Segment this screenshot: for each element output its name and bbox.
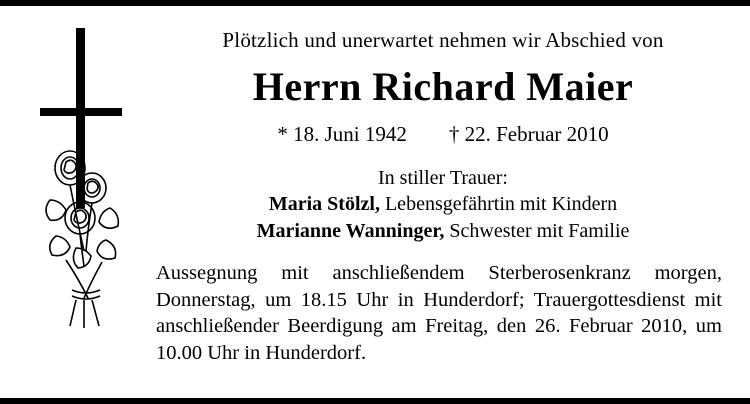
mourner-name: Maria Stölzl,: [268, 193, 380, 216]
mourner-relation: Lebensgefährtin mit Kindern: [379, 193, 618, 216]
mourners-block: [150, 165, 736, 244]
deceased-name: Herrn Richard Maier: [252, 64, 634, 109]
death-date: † 22. Februar 2010: [448, 122, 609, 146]
mourner-row: [150, 191, 736, 217]
mourner-row: [150, 218, 736, 244]
funeral-details: [156, 260, 722, 367]
mourning-title: In stiller Trauer:: [378, 167, 508, 189]
funeral-details-text: Aussegnung mit anschließendem Sterberosenkranz morgen, Donnerstag, um 18.15 Uhr in Hunderdorf; Trauergottesdienst mit anschließender Beerdigung am Freitag, den 26. Februar 2010, um 10.00 Uhr in Hunderdorf.: [156, 262, 722, 365]
intro-line: Plötzlich und unerwartet nehmen wir Abschied von: [222, 28, 664, 52]
life-dates: [150, 122, 736, 147]
mourner-relation: Schwester mit Familie: [444, 219, 630, 242]
mourner-name: Marianne Wanninger,: [256, 219, 445, 242]
cross-crossbar: [40, 108, 122, 116]
obituary-text-block: [150, 22, 736, 367]
cross-and-rose-illustration: [18, 20, 148, 350]
rose-bouquet-icon: [36, 140, 148, 330]
birth-date: * 18. Juni 1942: [277, 122, 407, 146]
